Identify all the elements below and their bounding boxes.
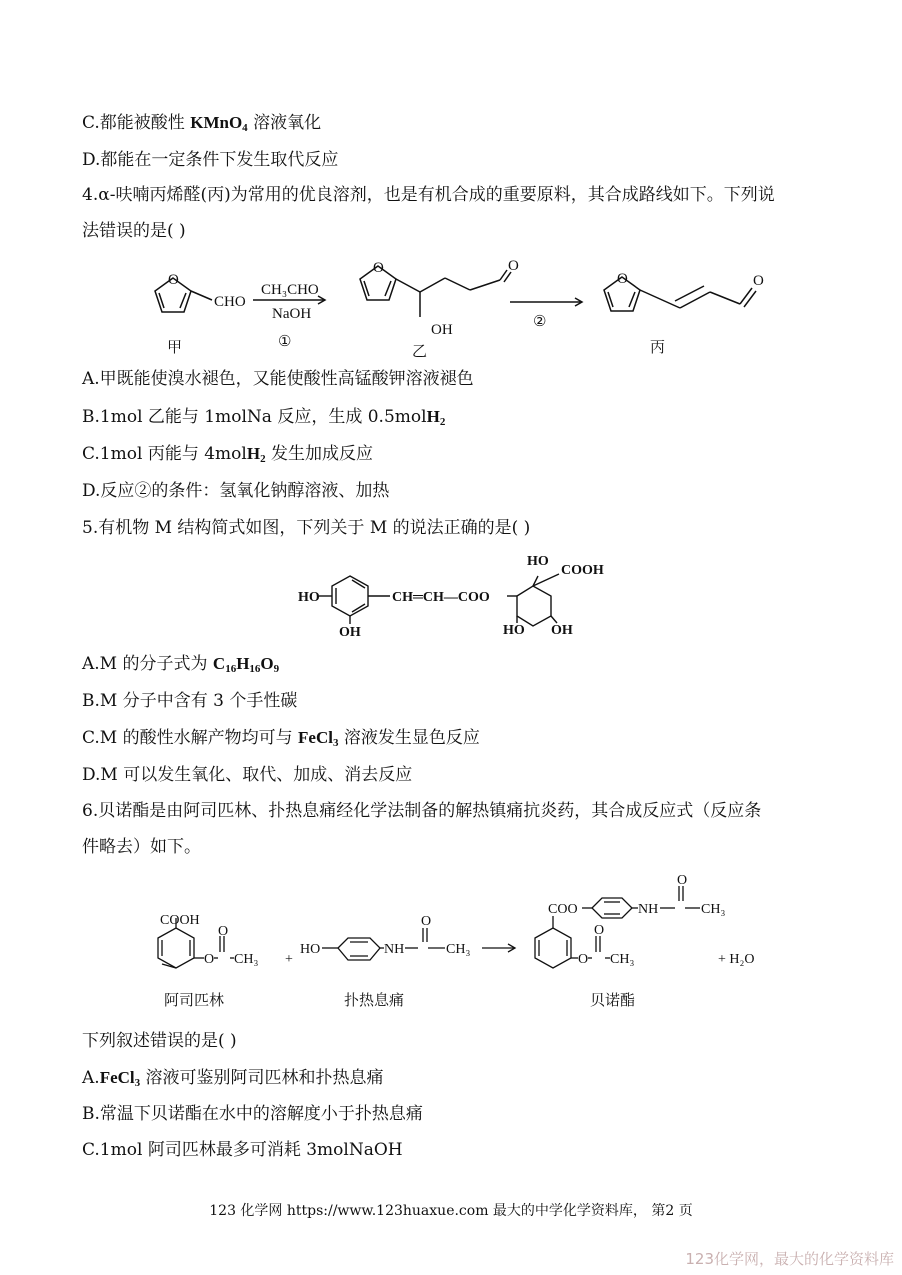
option-4b: B.1mol 乙能与 1molNa 反应，生成 0.5molH$_2$ <box>82 407 446 428</box>
scheme6-o-amide-b: O <box>677 873 688 888</box>
structm-oh-bottom: OH <box>339 625 361 640</box>
structm-ho-left: HO <box>298 590 320 605</box>
scheme6-ch3-b: CH₃ <box>610 952 635 967</box>
scheme6-cooh: COOH <box>160 913 200 928</box>
scheme4-o-bing-ald: O <box>753 273 764 289</box>
formula-h2: $H_2$ <box>426 407 446 428</box>
scheme6-ch3: CH₃ <box>234 952 259 967</box>
option-3d: D.都能在一定条件下发生取代反应 <box>82 150 339 170</box>
option-4c: C.1mol 丙能与 4molH$_2$ 发生加成反应 <box>82 444 373 465</box>
scheme6-o-carbonyl-b: O <box>594 923 605 938</box>
scheme4-reagent-bottom: NaOH <box>272 306 312 322</box>
structm-chain: CH═CH—COO <box>392 590 490 605</box>
scheme6-o-ester: O <box>204 952 215 967</box>
scheme6-coo: COO <box>548 902 578 917</box>
scheme6-ho: HO <box>300 942 321 957</box>
option-6b: B.常温下贝诺酯在水中的溶解度小于扑热息痛 <box>82 1104 423 1124</box>
scheme4-step2: ② <box>533 314 547 330</box>
option-5c: C.M 的酸性水解产物均可与 FeCl$_3$ 溶液发生显色反应 <box>82 728 480 749</box>
scheme-benorilate <box>120 868 780 1018</box>
name-paracetamol: 扑热息痛 <box>344 993 405 1009</box>
structm-cooh: COOH <box>561 563 604 578</box>
page-footer: 123 化学网 https://www.123huaxue.com 最大的中学化学资料库， 第2 页 <box>209 1203 693 1219</box>
formula-kmno4: KMnO$_4$ <box>190 113 248 134</box>
name-benorilate: 贝诺酯 <box>590 993 636 1009</box>
option-6c: C.1mol 阿司匹林最多可消耗 3molNaOH <box>82 1140 403 1160</box>
scheme6-ch3-amide: CH₃ <box>446 942 471 957</box>
formula-fecl3: FeCl$_3$ <box>298 728 339 749</box>
structm-ho-bottom: HO <box>503 623 525 638</box>
scheme4-o-yi: O <box>373 260 384 276</box>
option-5d: D.M 可以发生氧化、取代、加成、消去反应 <box>82 765 413 785</box>
formula-h2: $H_2$ <box>246 444 266 465</box>
scheme6-ch3-amide-b: CH₃ <box>701 902 726 917</box>
scheme6-plus: + <box>285 952 293 967</box>
structm-oh-bottom-right: OH <box>551 623 573 638</box>
option-5a: A.M 的分子式为 $C_{16}H_{16}O_9$ <box>82 654 280 675</box>
question-6-prompt: 下列叙述错误的是( ) <box>82 1031 237 1051</box>
label-yi: 乙 <box>412 344 428 360</box>
scheme4-oh: OH <box>431 322 453 338</box>
question-4-stem: 4.α-呋喃丙烯醛(丙)为常用的优良溶剂，也是有机合成的重要原料，其合成路线如下。下列说 <box>82 185 775 205</box>
formula-fecl3: FeCl$_3$ <box>99 1068 141 1089</box>
structm-ho-top: HO <box>527 554 549 569</box>
option-4a: A.甲既能使溴水褪色，又能使酸性高锰酸钾溶液褪色 <box>82 369 474 389</box>
scheme4-reagent-top: CH₃CHO <box>261 282 319 298</box>
question-5-stem: 5.有机物 M 结构简式如图，下列关于 M 的说法正确的是( ) <box>82 518 531 538</box>
scheme6-o-ester-b: O <box>578 952 589 967</box>
option-4d: D.反应②的条件：氢氧化钠醇溶液、加热 <box>82 481 390 501</box>
scheme4-o-jia: O <box>168 272 179 288</box>
option-3c: C.都能被酸性 KMnO$_4$ 溶液氧化 <box>82 113 322 134</box>
scheme6-water: + H₂O <box>718 952 755 967</box>
watermark: 123化学网，最大的化学资料库 <box>685 1250 894 1268</box>
formula-m: $C_{16}H_{16}O_9$ <box>212 654 280 675</box>
question-4-stem-cont: 法错误的是( ) <box>82 221 186 241</box>
question-6-stem: 6.贝诺酯是由阿司匹林、扑热息痛经化学法制备的解热镇痛抗炎药，其合成反应式（反应条 <box>82 801 762 821</box>
scheme4-cho: CHO <box>214 294 246 310</box>
scheme6-nh-b: NH <box>638 902 659 917</box>
scheme6-nh: NH <box>384 942 405 957</box>
structure-m <box>295 548 615 643</box>
option-5b: B.M 分子中含有 3 个手性碳 <box>82 691 298 711</box>
question-6-stem-cont: 件略去）如下。 <box>82 837 201 857</box>
scheme6-o-amide: O <box>421 914 432 929</box>
label-bing: 丙 <box>650 340 666 356</box>
scheme4-o-bing: O <box>617 271 628 287</box>
name-aspirin: 阿司匹林 <box>164 993 225 1009</box>
scheme6-o-carbonyl: O <box>218 924 229 939</box>
label-jia: 甲 <box>167 340 183 356</box>
scheme4-o-yi-ald: O <box>508 258 519 274</box>
option-6a: A.FeCl$_3$ 溶液可鉴别阿司匹林和扑热息痛 <box>82 1068 384 1089</box>
scheme-furfural-synthesis <box>120 252 770 362</box>
scheme4-step1: ① <box>278 334 292 350</box>
